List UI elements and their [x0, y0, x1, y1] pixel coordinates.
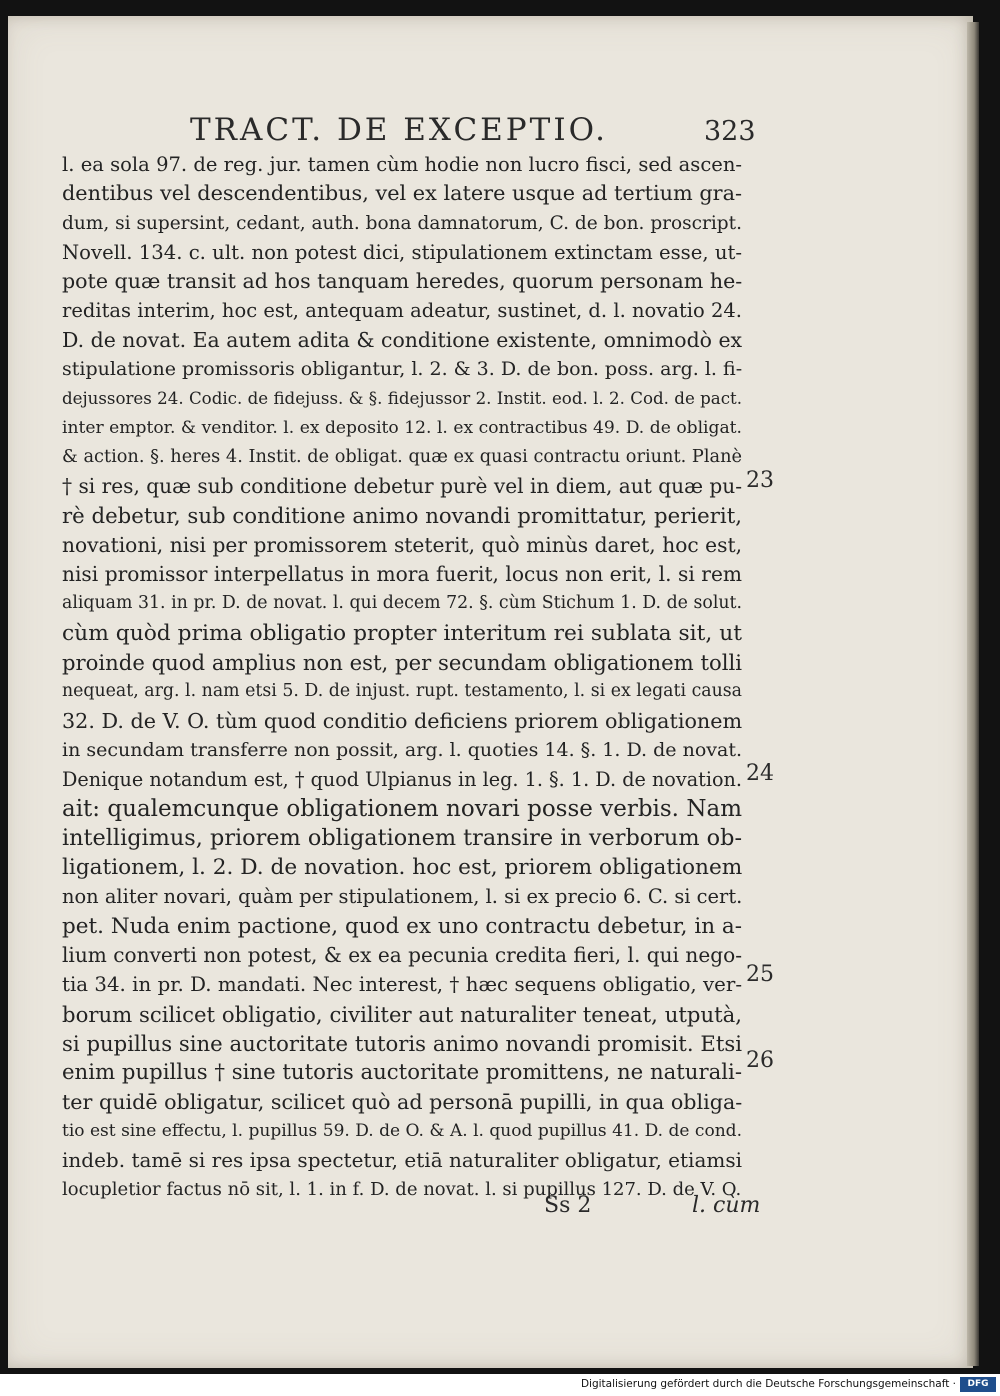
text-line: ter quidē obligatur, scilicet quò ad personā pupilli, in qua obliga-	[62, 1089, 743, 1114]
text-line: cùm quòd prima obligatio propter interitum rei sublata sit, ut	[62, 620, 742, 646]
text-line: 32. D. de V. O. tùm quod conditio deficiens priorem obligationem	[62, 708, 743, 733]
margin-number: 25	[746, 962, 774, 987]
text-line: locupletior factus nō sit, l. 1. in f. D. de novat. l. si pupillus 127. D. de V. O.	[62, 1179, 742, 1201]
text-line: ait: qualemcunque obligationem novari posse verbis. Nam	[62, 795, 742, 822]
text-line: aliquam 31. in pr. D. de novat. l. qui decem 72. §. cùm Stichum 1. D. de solut.	[62, 593, 742, 614]
text-line: dum, si supersint, cedant, auth. bona damnatorum, C. de bon. proscript.	[62, 212, 742, 234]
text-line: intelligimus, priorem obligationem transire in verborum ob-	[62, 824, 742, 851]
body-text	[62, 150, 742, 1205]
page-edge	[967, 22, 979, 1366]
text-line: † si res, quæ sub conditione debetur purè vel in diem, aut quæ pu-	[62, 474, 742, 499]
text-line: si pupillus sine auctoritate tutoris animo novandi promisit. Etsi	[62, 1030, 742, 1056]
signature-mark: Ss 2	[544, 1193, 592, 1218]
text-line: reditas interim, hoc est, antequam adeatur, sustinet, d. l. novatio 24.	[62, 299, 742, 323]
text-line: dentibus vel descendentibus, vel ex latere usque ad tertium gra-	[62, 181, 742, 206]
text-line: enim pupillus † sine tutoris auctoritate promittens, ne naturali-	[62, 1060, 742, 1086]
text-line: non aliter novari, quàm per stipulationem, l. si ex precio 6. C. si cert.	[62, 885, 743, 909]
funding-credit: Digitalisierung gefördert durch die Deutsche Forschungsgemeinschaft ·	[580, 1378, 956, 1390]
margin-number: 23	[746, 468, 774, 493]
margin-number: 24	[746, 761, 774, 786]
text-line: D. de novat. Ea autem adita & conditione existente, omnimodò ex	[62, 327, 743, 352]
text-line: pet. Nuda enim pactione, quod ex uno contractu debetur, in a-	[62, 913, 742, 939]
catchword: l. cùm	[692, 1193, 761, 1218]
dfg-logo: DFG	[960, 1377, 996, 1392]
text-line: indeb. tamē si res ipsa spectetur, etiā naturaliter obligatur, etiamsi	[62, 1148, 742, 1173]
footer-bar	[0, 1374, 1000, 1396]
text-line: l. ea sola 97. de reg. jur. tamen cùm hodie non lucro fisci, sed ascen-	[62, 153, 742, 176]
text-line: dejussores 24. Codic. de fidejuss. & §. fidejussor 2. Instit. eod. l. 2. Cod. de pact.	[62, 389, 742, 409]
text-line: Novell. 134. c. ult. non potest dici, stipulationem extinctam esse, ut-	[62, 240, 742, 264]
text-line: lium converti non potest, & ex ea pecunia credita fieri, l. qui nego-	[62, 943, 742, 968]
text-line: in secundam transferre non possit, arg. l. quoties 14. §. 1. D. de novat.	[62, 738, 743, 761]
text-line: novationi, nisi per promissorem steterit, quò minùs daret, hoc est,	[62, 532, 742, 557]
page-number: 323	[704, 116, 756, 147]
text-line: tia 34. in pr. D. mandati. Nec interest, † hæc sequens obligatio, ver-	[62, 973, 742, 997]
text-line: stipulatione promissoris obligantur, l. 2. & 3. D. de bon. poss. arg. l. fi-	[62, 358, 743, 381]
text-line: tio est sine effectu, l. pupillus 59. D. de O. & A. l. quod pupillus 41. D. de cond.	[62, 1120, 742, 1141]
text-line: borum scilicet obligatio, civiliter aut naturaliter teneat, utputà,	[62, 1001, 742, 1027]
text-line: ligationem, l. 2. D. de novation. hoc est, priorem obligationem	[62, 855, 743, 881]
text-line: inter emptor. & venditor. l. ex deposito 12. l. ex contractibus 49. D. de obligat.	[62, 417, 742, 438]
margin-number: 26	[746, 1048, 774, 1073]
text-line: rè debetur, sub conditione animo novandi promittatur, perierit,	[62, 503, 742, 529]
text-line: proinde quod amplius non est, per secundam obligationem tolli	[62, 650, 742, 676]
text-line: pote quæ transit ad hos tanquam heredes, quorum personam he-	[62, 269, 743, 294]
running-header: TRACT. DE EXCEPTIO.	[190, 112, 609, 148]
text-line: Denique notandum est, † quod Ulpianus in leg. 1. §. 1. D. de novation.	[62, 768, 742, 792]
text-line: & action. §. heres 4. Instit. de obligat. quæ ex quasi contractu oriunt. Planè	[62, 446, 742, 467]
text-line: nisi promissor interpellatus in mora fuerit, locus non erit, l. si rem	[62, 562, 742, 587]
text-line: nequeat, arg. l. nam etsi 5. D. de injust. rupt. testamento, l. si ex legati causa	[62, 681, 742, 702]
